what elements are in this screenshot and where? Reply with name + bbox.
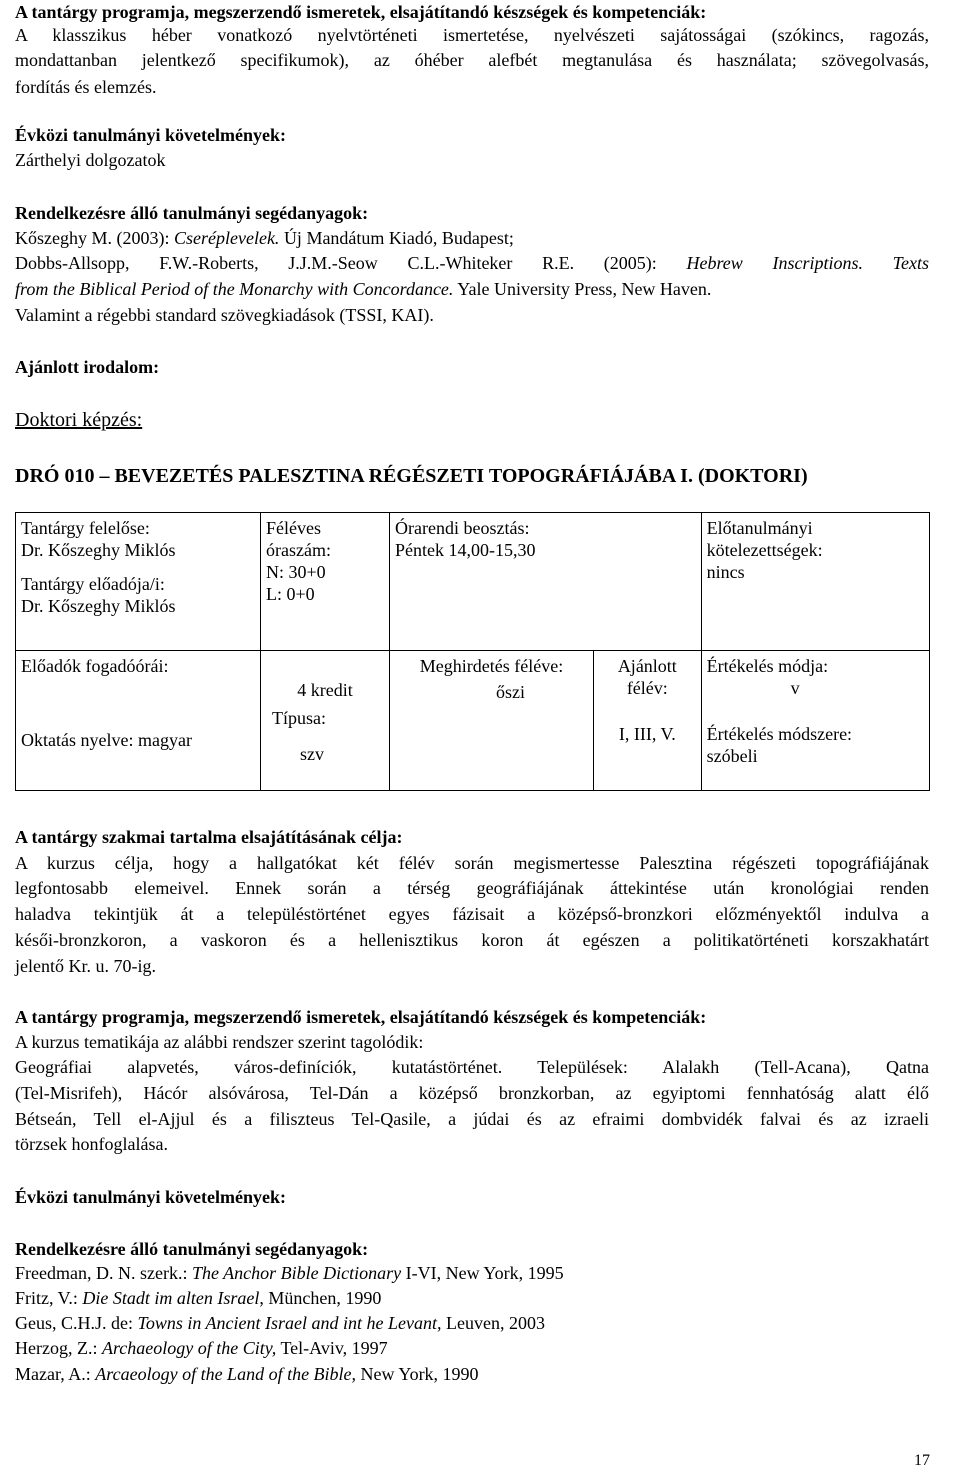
- literature-heading: Ajánlott irodalom:: [15, 357, 160, 377]
- prerequisites-cell: [701, 513, 929, 651]
- prerequisites-value: nincs: [706, 562, 745, 582]
- type-label: Típusa:: [272, 708, 326, 728]
- program-line: A kurzus tematikája az alábbi rendszer szerint tagolódik:: [15, 1032, 424, 1052]
- aim-line: A kurzus célja, hogy a hallgatókat két félév során megismertesse Palesztina régészeti topográfiájának: [15, 853, 929, 873]
- responsible-name: Dr. Kőszeghy Miklós: [21, 540, 176, 560]
- reference-line: Kőszeghy M. (2003): Cseréplevelek. Új Mandátum Kiadó, Budapest;: [15, 228, 514, 248]
- aim-line: késői-bronzkoron, a vaskoron és a hellenisztikus koron át egészen a politikatörténeti korszakhatárt: [15, 930, 929, 950]
- program-text-line: A klasszikus héber vonatkozó nyelvtörténeti ismertetése, nyelvészeti sajátosságai (szókincs, ragozás,: [15, 25, 929, 45]
- reference-line: Dobbs-Allsopp, F.W.-Roberts, J.J.M.-Seow C.L.-Whiteker R.E. (2005): Hebrew Inscriptions. Texts: [15, 253, 929, 273]
- announce-label: Meghirdetés féléve:: [419, 656, 564, 676]
- program-text-line: mondattanban jelentkező specifikumok), az óhéber alefbét megtanulása és használata; szövegolvasás,: [15, 50, 929, 70]
- bibliography-entry: Freedman, D. N. szerk.: The Anchor Bible Dictionary I-VI, New York, 1995: [15, 1263, 564, 1283]
- program-heading: A tantárgy programja, megszerzendő ismeretek, elsajátítandó készségek és kompetenciák:: [15, 2, 707, 22]
- bibliography-entry: Fritz, V.: Die Stadt im alten Israel, München, 1990: [15, 1288, 382, 1308]
- hours-n: N: 30+0: [266, 562, 326, 582]
- evaluation-label: Értékelés módja:: [706, 656, 829, 676]
- requirements-text: Zárthelyi dolgozatok: [15, 150, 166, 170]
- course-title: DRÓ 010 – BEVEZETÉS PALESZTINA RÉGÉSZETI TOPOGRÁFIÁJÁBA I. (DOKTORI): [15, 465, 808, 487]
- language-text: Oktatás nyelve: magyar: [21, 730, 192, 750]
- bibliography-entry: Mazar, A.: Arcaeology of the Land of the Bible, New York, 1990: [15, 1364, 479, 1384]
- office-hours-label: Előadók fogadóórái:: [21, 656, 169, 676]
- requirements-heading: Évközi tanulmányi követelmények:: [15, 125, 287, 145]
- requirements-heading-2: Évközi tanulmányi követelmények:: [15, 1187, 287, 1207]
- program-text-line: fordítás és elemzés.: [15, 77, 157, 97]
- materials-heading-2: Rendelkezésre álló tanulmányi segédanyagok:: [15, 1239, 369, 1259]
- evaluation-method-label: Értékelés módszere:: [706, 724, 853, 744]
- hours-label: óraszám:: [266, 540, 331, 560]
- lecturer-name: Dr. Kőszeghy Miklós: [21, 596, 176, 616]
- program-line: Geográfiai alapvetés, város-definíciók, kutatástörténet. Települések: Alalakh (Tell-Acana), Qatna: [15, 1057, 929, 1077]
- evaluation-value: v: [790, 678, 800, 698]
- aim-line: jelentő Kr. u. 70-ig.: [15, 956, 156, 976]
- hours-label: Féléves: [266, 518, 321, 538]
- credit-value: 4 kredit: [297, 680, 353, 700]
- prerequisites-label: Előtanulmányi kötelezettségek:: [706, 518, 823, 560]
- aim-heading: A tantárgy szakmai tartalma elsajátításának célja:: [15, 827, 403, 847]
- materials-heading: Rendelkezésre álló tanulmányi segédanyagok:: [15, 203, 369, 223]
- reference-line: from the Biblical Period of the Monarchy with Concordance. Yale University Press, New Haven.: [15, 279, 712, 299]
- program-line: (Tel-Misrifeh), Hácór alsóvárosa, Tel-Dán a középső bronzkorban, az egyiptomi fennhatóság alatt élő: [15, 1083, 929, 1103]
- responsible-cell: [16, 513, 261, 651]
- responsible-label: Tantárgy felelőse:: [21, 518, 150, 538]
- announce-cell: [390, 651, 594, 791]
- type-value: szv: [300, 744, 324, 764]
- recommended-value: I, III, V.: [618, 724, 676, 744]
- doctoral-heading: Doktori képzés:: [15, 409, 143, 431]
- credit-type-cell: [261, 651, 390, 791]
- aim-line: legfontosabb elemeivel. Ennek során a térség geográfiájának áttekintése után kronológiai renden: [15, 878, 929, 898]
- hours-cell: [261, 513, 390, 651]
- program-line: törzsek honfoglalása.: [15, 1134, 168, 1154]
- office-lang-cell: [16, 651, 261, 791]
- schedule-label: Órarendi beosztás:: [395, 518, 530, 538]
- evaluation-cell: [701, 651, 929, 791]
- schedule-value: Péntek 14,00-15,30: [395, 540, 536, 560]
- course-info-table: [15, 512, 930, 791]
- page-number: 17: [914, 1452, 930, 1469]
- schedule-cell: [390, 513, 702, 651]
- recommended-label: Ajánlott: [617, 656, 677, 676]
- aim-line: haladva tekintjük át a településtörténet egyes fázisait a középső-bronzkori előzményektől indulva a: [15, 904, 929, 924]
- hours-l: L: 0+0: [266, 584, 315, 604]
- evaluation-method-value: szóbeli: [706, 746, 758, 766]
- recommended-label: félév:: [626, 678, 668, 698]
- recommended-cell: [594, 651, 702, 791]
- reference-line: Valamint a régebbi standard szövegkiadások (TSSI, KAI).: [15, 305, 434, 325]
- bibliography-entry: Geus, C.H.J. de: Towns in Ancient Israel and int he Levant, Leuven, 2003: [15, 1313, 545, 1333]
- program-line: Bétseán, Tell el-Ajjul és a filiszteus Tel-Qasile, a júdai és az efraimi dombvidék falvai és az izraeli: [15, 1109, 929, 1129]
- lecturer-label: Tantárgy előadója/i:: [21, 574, 165, 594]
- announce-value: őszi: [496, 682, 525, 702]
- bibliography-entry: Herzog, Z.: Archaeology of the City, Tel-Aviv, 1997: [15, 1338, 388, 1358]
- program-heading-2: A tantárgy programja, megszerzendő ismeretek, elsajátítandó készségek és kompetenciák:: [15, 1007, 707, 1027]
